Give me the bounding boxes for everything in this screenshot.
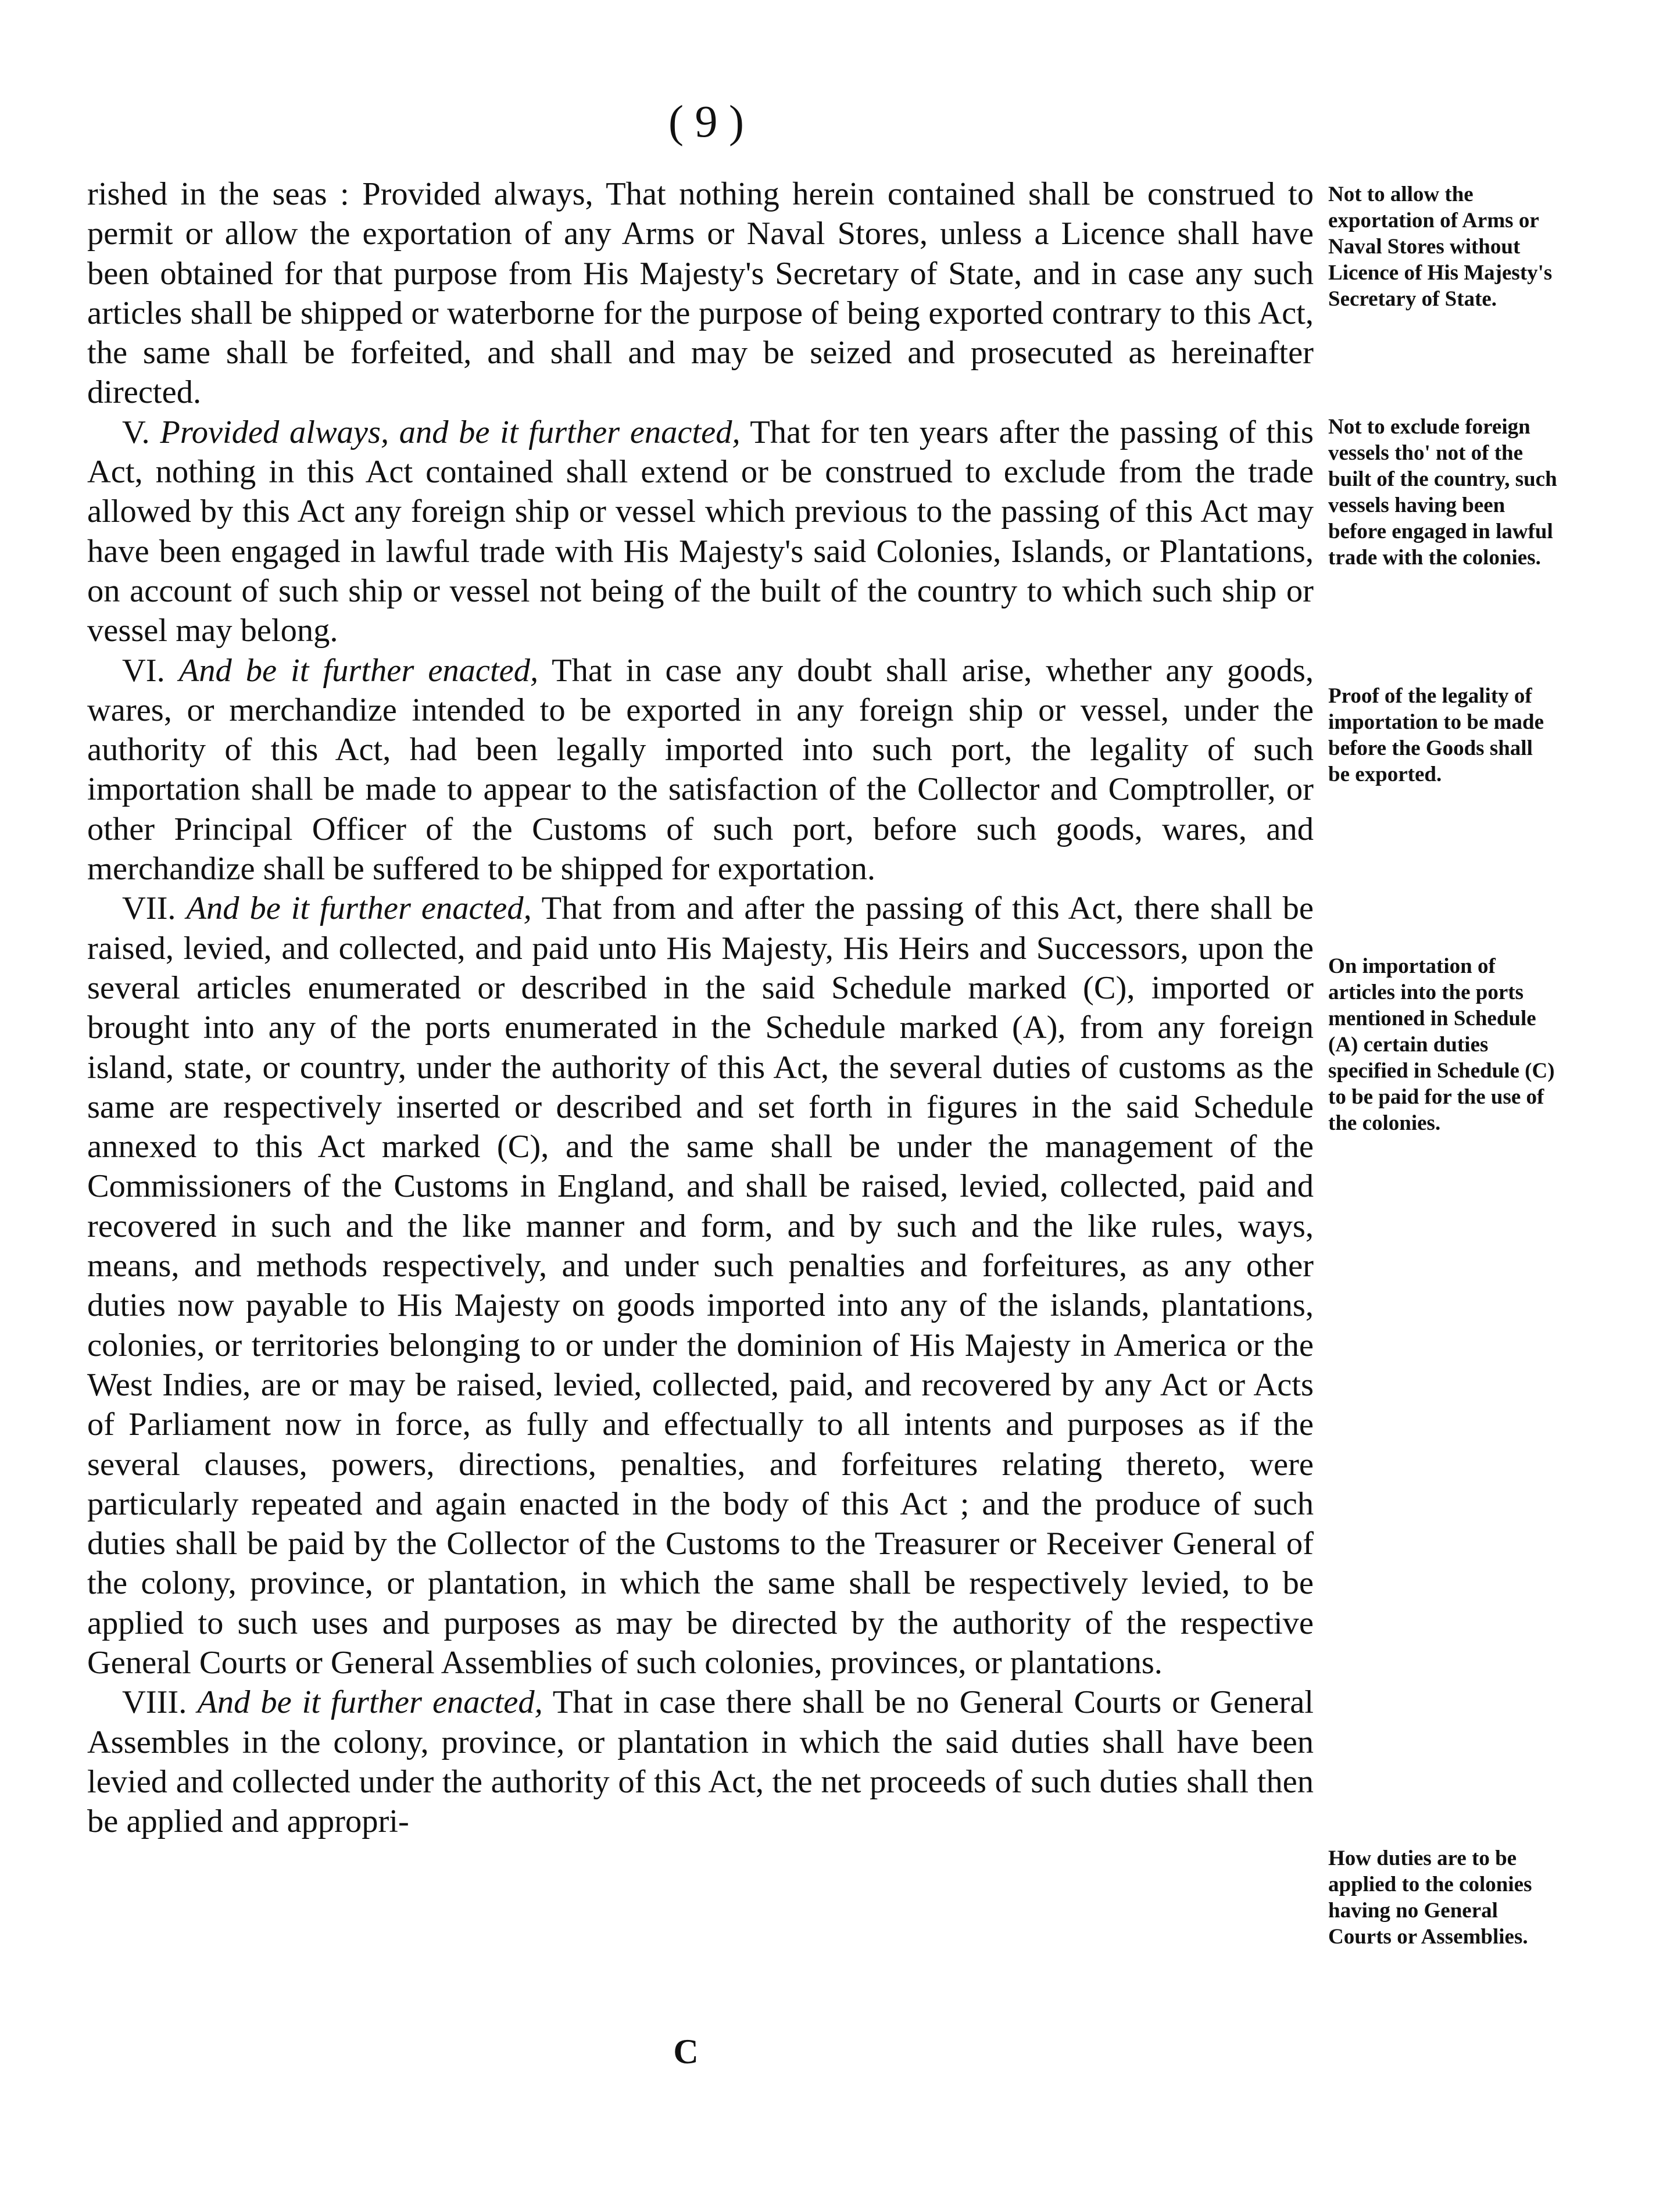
margin-note-foreign-vessels: Not to exclude foreign vessels tho' not of the built of the country, such vessels having been before engaged in lawful trade with the colonies. [1328, 415, 1557, 570]
margin-note-proof-of-importation: Proof of the legality of importation to be made before the Goods shall be exported. [1328, 684, 1544, 786]
section-number: VI. [122, 652, 165, 689]
paragraph-text: rished in the seas : Provided always, That nothing herein contained shall be construed to permit or allow the exportation of any Arms or Naval Stores, unless a Licence shall have been obtained for that purpose from His Majesty's Secretary of State, and in case any such articles shall be shipped or waterborne for the purpose of being exported contrary to this Act, the same shall be forfeited, and shall and may be seized and prosecuted as hereinafter directed. [87, 176, 1314, 411]
section-number: V. [122, 414, 150, 450]
section-text: That for ten years after the passing of this Act, nothing in this Act contained shall extend or be construed to exclude from the trade allowed by this Act any foreign ship or vessel which previous to the passing of this Act may have been engaged in lawful trade with His Majesty's said Colonies, Islands, or Plantations, on account of such ship or vessel not being of the built of the country to which such ship or vessel may belong. [87, 414, 1314, 649]
section-number: VII. [122, 890, 176, 927]
section-6 [87, 651, 1314, 889]
page-number: ( 9 ) [668, 96, 744, 146]
section-5 [87, 413, 1314, 651]
margin-note-application-of-duties: How duties are to be applied to the colonies having no General Courts or Assemblies. [1328, 1846, 1532, 1949]
section-enacting-clause: Provided always, and be it further enacted, [160, 414, 741, 450]
section-enacting-clause: And be it further enacted, [186, 890, 532, 927]
margin-note-duties-schedule: On importation of articles into the ports mentioned in Schedule (A) certain duties specified in Schedule (C) to be paid for the use of the colonies. [1328, 954, 1555, 1135]
section-text: That from and after the passing of this Act, there shall be raised, levied, and collected, and paid unto His Majesty, His Heirs and Successors, upon the several articles enumerated or described in the said Schedule marked (C), imported or brought into any of the ports enumerated in the Schedule marked (A), from any foreign island, state, or country, under the authority of this Act, the several duties of customs as the same are respectively inserted or described and set forth in figures in the said Schedule annexed to this Act marked (C), and the same shall be under the management of the Commissioners of the Customs in England, and shall be raised, levied, collected, paid and recovered in such and the like manner and form, and by such and the like rules, ways, means, and methods respectively, and under such penalties and forfeitures, as any other duties now payable to His Majesty on goods imported into any of the islands, plantations, colonies, or territories belonging to or under the dominion of His Majesty in America or the West Indies, are or may be raised, levied, collected, paid, and recovered by any Act or Acts of Parliament now in force, as fully and effectually to all intents and purposes as if the several clauses, powers, directions, penalties, and forfeitures relating thereto, were particularly repeated and again enacted in the body of this Act ; and the produce of such duties shall be paid by the Collector of the Customs to the Treasurer or Receiver General of the colony, province, or plantation, in which the same shall be respectively levied, to be applied to such uses and purposes as may be directed by the authority of the respective General Courts or General Assemblies of such colonies, provinces, or plantations. [87, 890, 1314, 1681]
section-number: VIII. [122, 1684, 187, 1721]
margin-note-arms-naval-stores: Not to allow the exportation of Arms or Naval Stores without Licence of His Majesty's Secretary of State. [1328, 182, 1553, 311]
section-text: That in case any doubt shall arise, whether any goods, wares, or merchandize intended to be exported in any foreign ship or vessel, under the authority of this Act, had been legally imported into such port, the legality of such importation shall be made to appear to the satisfaction of the Collector and Comptroller, or other Principal Officer of the Customs of such port, before such goods, wares, and merchandize shall be suffered to be shipped for exportation. [87, 652, 1314, 887]
section-enacting-clause: And be it further enacted, [197, 1684, 543, 1721]
section-enacting-clause: And be it further enacted, [178, 652, 539, 689]
signature-mark: C [673, 2032, 699, 2071]
section-7 [87, 889, 1314, 1683]
section-8 [87, 1683, 1314, 1841]
paragraph-continuation [87, 174, 1314, 413]
section-text: That in case there shall be no General Courts or General Assembles in the colony, province, or plantation in which the said duties shall have been levied and collected under the authority of this Act, the net proceeds of such duties shall then be applied and appropri- [87, 1684, 1314, 1840]
main-text-column [87, 174, 1314, 1841]
